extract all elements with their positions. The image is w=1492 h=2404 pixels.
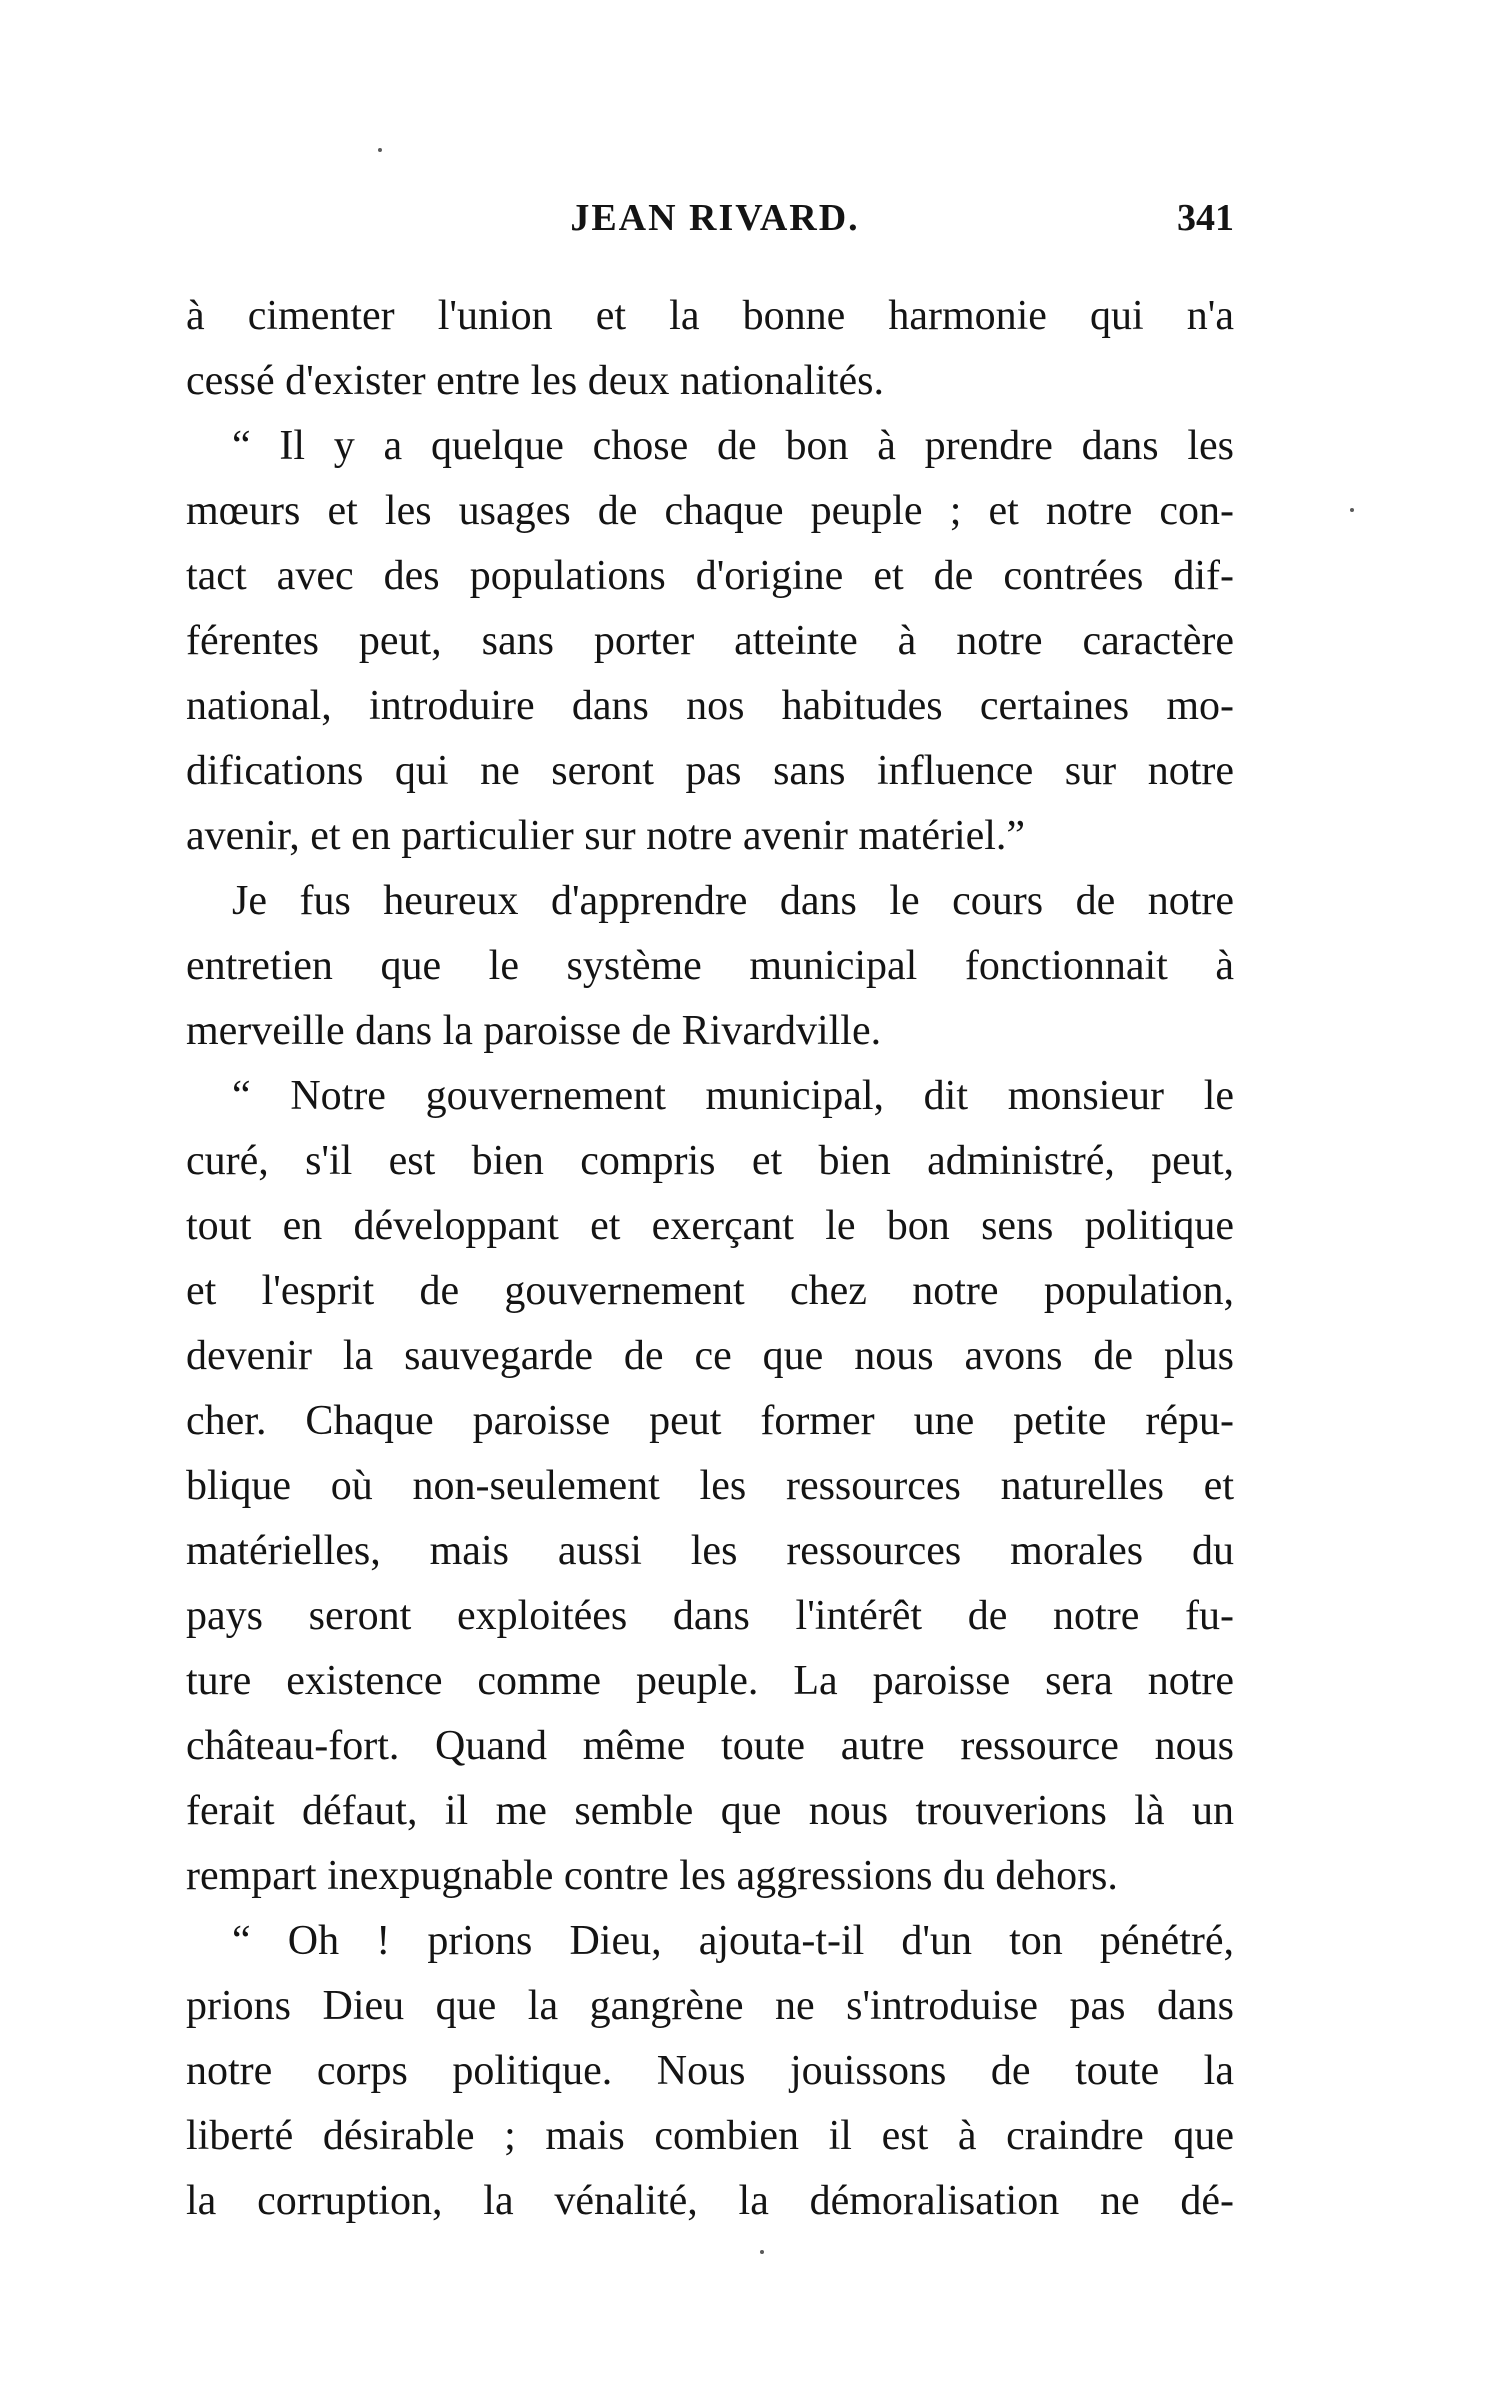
running-head	[186, 196, 1234, 252]
text-line: avenir, et en particulier sur notre avenir matériel.”	[186, 813, 1026, 859]
print-speck	[378, 148, 382, 152]
text-line: “ Il y a quelque chose de bon à prendre dans les	[232, 423, 1234, 469]
text-line: ferait défaut, il me semble que nous trouverions là un	[186, 1788, 1234, 1834]
print-speck	[1350, 508, 1354, 512]
text-line: à cimenter l'union et la bonne harmonie qui n'a	[186, 293, 1234, 339]
text-line: devenir la sauvegarde de ce que nous avons de plus	[186, 1333, 1234, 1379]
print-speck	[760, 2250, 764, 2254]
text-line: matérielles, mais aussi les ressources morales du	[186, 1528, 1234, 1574]
text-line: Je fus heureux d'apprendre dans le cours de notre	[232, 878, 1234, 924]
text-line: curé, s'il est bien compris et bien administré, peut,	[186, 1138, 1234, 1184]
text-line: national, introduire dans nos habitudes certaines mo-	[186, 683, 1234, 729]
text-line: rempart inexpugnable contre les aggressions du dehors.	[186, 1853, 1118, 1899]
text-line: mœurs et les usages de chaque peuple ; et notre con-	[186, 488, 1234, 534]
text-line: cessé d'exister entre les deux nationalités.	[186, 358, 884, 404]
text-line: et l'esprit de gouvernement chez notre population,	[186, 1268, 1234, 1314]
text-line: “ Notre gouvernement municipal, dit monsieur le	[232, 1073, 1234, 1119]
text-line: notre corps politique. Nous jouissons de toute la	[186, 2048, 1234, 2094]
text-line: tact avec des populations d'origine et de contrées dif-	[186, 553, 1234, 599]
text-line: tout en développant et exerçant le bon sens politique	[186, 1203, 1234, 1249]
text-line: prions Dieu que la gangrène ne s'introduise pas dans	[186, 1983, 1234, 2029]
text-line: ture existence comme peuple. La paroisse sera notre	[186, 1658, 1234, 1704]
text-line: cher. Chaque paroisse peut former une petite répu-	[186, 1398, 1234, 1444]
page-number: 341	[1177, 197, 1234, 239]
text-line: “ Oh ! prions Dieu, ajouta-t-il d'un ton pénétré,	[232, 1918, 1234, 1964]
running-title: JEAN RIVARD.	[570, 197, 860, 239]
text-line: la corruption, la vénalité, la démoralisation ne dé-	[186, 2178, 1234, 2224]
text-line: liberté désirable ; mais combien il est à craindre que	[186, 2113, 1234, 2159]
text-line: difications qui ne seront pas sans influence sur notre	[186, 748, 1234, 794]
text-line: entretien que le système municipal fonctionnait à	[186, 943, 1234, 989]
text-line: château-fort. Quand même toute autre ressource nous	[186, 1723, 1234, 1769]
body-text	[186, 284, 1234, 2234]
text-line: pays seront exploitées dans l'intérêt de notre fu-	[186, 1593, 1234, 1639]
text-line: férentes peut, sans porter atteinte à notre caractère	[186, 618, 1234, 664]
text-line: merveille dans la paroisse de Rivardville.	[186, 1008, 882, 1054]
text-line: blique où non-seulement les ressources naturelles et	[186, 1463, 1234, 1509]
